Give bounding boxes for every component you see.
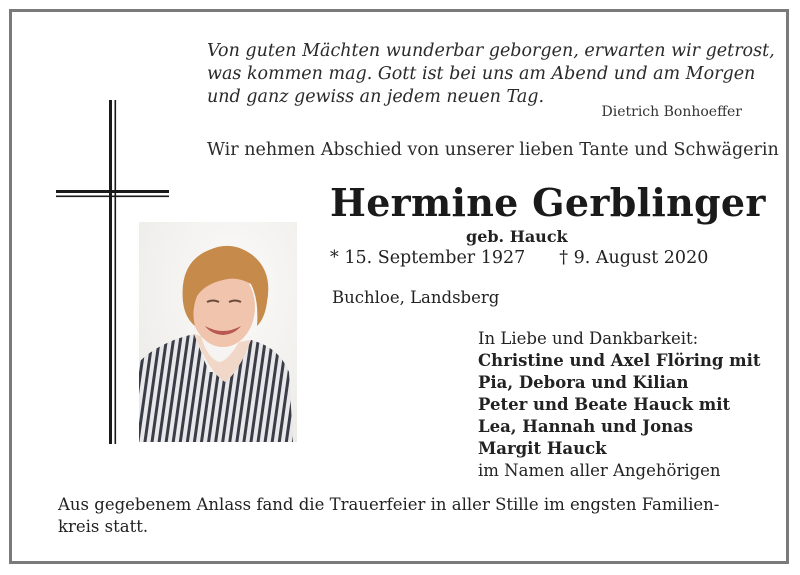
death-date: † 9. August 2020 — [559, 248, 709, 268]
mourners-block — [478, 328, 761, 482]
mourner-line: Lea, Hannah und Jonas — [478, 417, 694, 436]
mourners-intro: In Liebe und Dankbarkeit: — [478, 329, 699, 348]
deceased-name: Hermine Gerblinger — [330, 180, 766, 225]
quote-line: was kommen mag. Gott ist bei uns am Abend und am Morgen — [207, 64, 756, 84]
portrait-photo — [139, 222, 297, 442]
life-dates — [330, 248, 708, 268]
funeral-notice — [58, 494, 748, 538]
maiden-name: geb. Hauck — [466, 227, 568, 246]
quote-line: Von guten Mächten wunderbar geborgen, erwarten wir getrost, — [207, 41, 775, 61]
location: Buchloe, Landsberg — [332, 288, 500, 307]
birth-date: * 15. September 1927 — [330, 248, 526, 268]
notice-line: Aus gegebenem Anlass fand die Trauerfeier in aller Stille im engsten Familien- — [58, 495, 720, 514]
bonhoeffer-quote — [207, 40, 775, 109]
mourner-line: Peter und Beate Hauck mit — [478, 395, 731, 414]
mourner-line: Christine und Axel Flöring mit — [478, 351, 761, 370]
mourner-line: Margit Hauck — [478, 439, 607, 458]
portrait-illustration — [139, 222, 297, 442]
farewell-line: Wir nehmen Abschied von unserer lieben Tante und Schwägerin — [207, 140, 779, 160]
mourner-line: Pia, Debora und Kilian — [478, 373, 689, 392]
mourners-outro: im Namen aller Angehörigen — [478, 461, 721, 480]
quote-author: Dietrich Bonhoeffer — [601, 104, 742, 120]
notice-line: kreis statt. — [58, 517, 149, 536]
quote-line: und ganz gewiss an jedem neuen Tag. — [207, 87, 545, 107]
